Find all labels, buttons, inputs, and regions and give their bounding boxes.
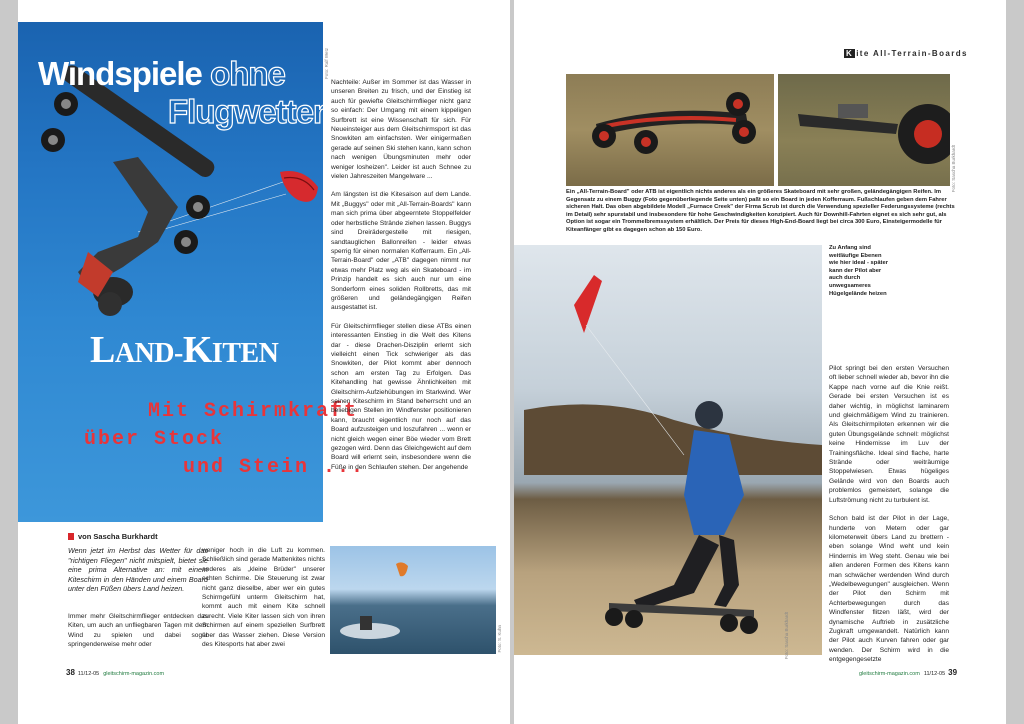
page-number-right: 39 bbox=[948, 668, 958, 677]
atb-board-illustration bbox=[566, 74, 774, 186]
section-title: ite All-Terrain-Boards bbox=[856, 49, 968, 58]
right-column bbox=[829, 364, 949, 674]
photo-credit-hero: Foto: Ralf Wetz bbox=[324, 48, 329, 79]
right-page bbox=[514, 0, 1006, 724]
main-kiter-illustration bbox=[514, 245, 822, 655]
buggy-water-photo bbox=[330, 546, 496, 654]
subtitle-line-2: über Stock bbox=[84, 428, 225, 451]
column-1-paragraph: Immer mehr Gleitschirmflieger entdecken das Kiten, um auch an unfliegbaren Tagen mit dem Wind zu spielen und dabei sogar springenderweise mehr oder bbox=[68, 613, 208, 649]
page-url-right: gleitschirm-magazin.com bbox=[859, 671, 920, 677]
headline-l: L bbox=[90, 329, 115, 371]
photo-caption: Ein „All-Terrain-Board" oder ATB ist eigentlich nichts anderes als ein größeres Skateboard mit sehr großen, geländegängigen Reifen. Im Gegensatz zu einem Buggy (Foto gegenüberliegende Seite unten) paßt so ein Board in jeden Kofferraum. Fußschlaufen geben dem Fahrer sicheren Halt. Das oben abgebildete Modell „Furnace Creek" der Firma Scrub ist durch die Verwendung spezieller Federungssysteme (rechts im Detail) sehr spurstabil und insbesondere für hohe Geschwindigkeiten konzipiert. Auch für Downhill-Fahrten eignet es sich sehr gut, als Option ist sogar ein Trommelbremssystem erhältlich. Der Preis für dieses High-End-Board liegt bei circa 300 Euro, Einsteigermodelle für Kiteanfänger gibt es dagegen schon ab 150 Euro. bbox=[566, 189, 955, 233]
column-1 bbox=[68, 612, 208, 659]
atb-board-photo bbox=[566, 74, 774, 186]
page-footer-right bbox=[859, 668, 957, 677]
photo-credit-top: Foto: Sascha Burkhardt bbox=[951, 145, 956, 193]
page-date-left: 11/12-05 bbox=[77, 671, 100, 677]
title-word-ohne: ohne bbox=[210, 55, 285, 92]
column-2 bbox=[202, 546, 325, 658]
column-3-paragraph-3: Für Gleitschirmflieger stellen diese ATBs einen interessanten Einstieg in die Welt des Kitens dar - diese Drachen-Disziplin erlernt sich vielleicht einen Tick schwieriger als das Snowkiten, der Pilot kommt aber dennoch schon am ersten Tag zu Erfolgen. Das Kitehandling hat gewisse Ähnlichkeiten mit Gleitschirm-Aufziehübungen im Starkwind. Wer seinen Kiteschirm im Stand beherrscht und an beliebigen Stellen im Windfenster positionieren kann, braucht eigentlich nur noch auf das Board aufzusteigen und loszufahren ... wenn er nicht gleich wegen einer Böe wieder vom Brett gezogen wird. Denn das Gleichgewicht auf dem Board will erlernt sein, insbesondere wenn die Füße in den Schlaufen stehen. Der angehende bbox=[331, 322, 471, 471]
byline-text: von Sascha Burkhardt bbox=[78, 532, 158, 541]
page-footer-left bbox=[66, 668, 164, 677]
byline-marker-icon bbox=[68, 533, 74, 540]
side-caption: Zu Anfang sind weitläufige Ebenen wie hier ideal - später kann der Pilot aber auch durch unwegsameres Hügelgelände heizen bbox=[829, 245, 888, 297]
headline-iten: ITEN bbox=[211, 338, 279, 369]
page-date-right: 11/12-05 bbox=[923, 671, 946, 677]
photo-credit-buggy: Foto: S. Kuhn bbox=[497, 625, 502, 653]
atb-detail-illustration bbox=[778, 74, 950, 186]
subtitle-line-1: Mit Schirmkraft bbox=[148, 400, 359, 423]
headline bbox=[90, 328, 278, 372]
column-3 bbox=[331, 78, 471, 481]
column-3-paragraph-2: Am längsten ist die Kitesaison auf dem Lande. Mit „Buggys" oder mit „All-Terrain-Boards" kann man sich prima über abgeerntete Stoppelfelder oder herbstliche Strände ziehen lassen. Buggys sind Dreirädergestelle mit riesigen, sandtauglichen Ballonreifen - leider etwas sperrig für einen normalen Kofferraum. Ein „All-Terrain-Board" oder „ATB" dagegen nimmt nur etwas mehr Platz weg als ein Skateboard - im Prinzip handelt es sich auch nur um eine Sonderform eines soliden Rollbretts, das mit größeren und geländegängigen Reifen ausgestattet ist. bbox=[331, 191, 471, 312]
headline-k: K bbox=[182, 329, 212, 371]
right-column-paragraph-1: Pilot springt bei den ersten Versuchen oft lieber schnell wieder ab, bevor ihn die Kappe nach vorne auf die Knie reißt. Gerade bei ersten Versuchen ist es daher wichtig, in möglichst laminarem und gleichmäßigem Wind zu trainieren. Als Gleitschirmpiloten erkennen wir die guten Übungsgelände schnell: möglichst keine Hindernisse im Luv der Trainingsfläche. Ideal sind flache, harte Strände oder weiträumige Stoppelwiesen. Etwas hügeliges Gelände wird von den Boards auch problemlos gemeistert, solange die Luftströmung nicht zu turbulent ist. bbox=[829, 365, 949, 504]
right-column-paragraph-2: Schon bald ist der Pilot in der Lage, hunderte von Metern oder gar kilometerweit übers Land zu brettern - eben solange Wind weht und kein Hindernis im Weg steht. Genau wie bei allen anderen Formen des Kitens kann man schwächer werdenden Wind durch „Wedelbewegungen" ausgleichen. Wenn der Pilot den Schirm mit Achterbewegungen durch das Windfenster flitzen läßt, wird der dynamische Auftrieb in zusätzliche Zugkraft umgewandelt. Natürlich kann der Pilot auch Kurven fahren oder gar wenden. Der Schirm wird in die entgegengesetzte bbox=[829, 515, 949, 664]
atb-detail-photo bbox=[778, 74, 950, 186]
photo-credit-main: Foto: Sascha Burkhardt bbox=[784, 612, 789, 660]
column-2-paragraph: weniger hoch in die Luft zu kommen. Schließlich sind gerade Mattenkites nichts anderes als „kleine Brüder" unserer echten Schirme. Die Steuerung ist zwar nicht ganz dieselbe, aber wer ein gutes Schirmgefühl unterm Gleitschirm hat, kommt auch mit einem Kite schnell zurecht. Viele Kiter lassen sich von ihren Schirmen auf einem speziellen Surfbrett über das Wasser ziehen. Diese Version des Kitesports hat aber zwei bbox=[202, 547, 325, 649]
main-kiter-photo bbox=[514, 245, 822, 655]
left-page bbox=[18, 0, 510, 724]
column-3-paragraph-1: Nachteile: Außer im Sommer ist das Wasser in unseren Breiten zu frisch, und der Einstieg ist auch für gewiefte Gleitschirmflieger nicht ganz so einfach: Der Umgang mit einem kippeligen Surfbrett ist eine Wissenschaft für sich. Für Neueinsteiger aus dem Gleitschirmsport ist das Snowkiten am einfachsten. Wer einigermaßen gerade auf seinen Ski stehen kann, kann schon nach wenigen Übungsminuten mehr oder weniger losheizen". Leider ist auch Schnee zu vielen Jahreszeiten Mangelware ... bbox=[331, 79, 471, 181]
title-line-1 bbox=[38, 55, 285, 93]
section-k-mark: K bbox=[846, 49, 854, 58]
subtitle-line-3: und Stein ... bbox=[183, 456, 366, 479]
page-number-left: 38 bbox=[66, 668, 75, 677]
byline bbox=[68, 532, 158, 541]
buggy-water-illustration bbox=[330, 546, 496, 654]
headline-and: AND- bbox=[114, 338, 183, 369]
title-word-windspiele: Windspiele bbox=[38, 55, 202, 92]
page-url-left: gleitschirm-magazin.com bbox=[103, 671, 165, 677]
section-header bbox=[844, 49, 968, 58]
title-line-2: Flugwetter bbox=[168, 93, 325, 130]
intro-text: Wenn jetzt im Herbst das Wetter für das "richtigen Fliegen" nicht mitspielt, bietet sie eine prima Alternative an: mit einem Kiteschirm in den Händen und einem Board unter den Füßen übers Land heizen. bbox=[68, 546, 208, 594]
